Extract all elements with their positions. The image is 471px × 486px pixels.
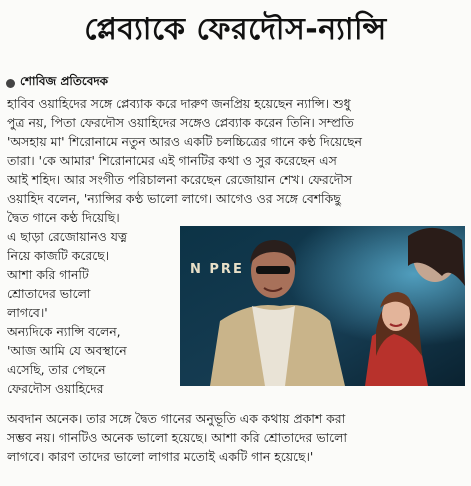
body-line: তারা। 'কে আমার' শিরোনামের এই গানটির কথা ও সুর করেছেন এস [7,153,337,168]
body-line: সম্ভব নয়। গানটিও অনেক ভালো হয়েছে। আশা করি শ্রোতাদের ভালো [7,430,347,445]
photo-illustration [180,226,465,386]
body-line: লাগবে।' [7,305,48,320]
body-line: পুত্র নয়, পিতা ফেরদৌস ওয়াহিদের সঙ্গেও প্লেব্যাক করেন তিনি। সম্প্রতি [7,115,354,130]
body-line: আই শহিদ। আর সংগীত পরিচালনা করেছেন রেজোয়ান শেখ। ফেরদৌস [7,172,352,187]
body-line: নিয়ে কাজটি করেছে। [7,248,110,263]
poster-banner-text: N PRE [190,262,244,277]
body-line: 'আজ আমি যে অবস্থানে [7,343,127,358]
byline-text: শোবিজ প্রতিবেদক [20,74,109,88]
body-line: অবদান অনেক। তার সঙ্গে দ্বৈত গানের অনুভূতি এক কথায় প্রকাশ করা [7,411,346,426]
body-line: দ্বৈত গানে কণ্ঠ দিয়েছি। [7,210,120,225]
body-line: এ ছাড়া রেজোয়ানও যত্ন [7,229,127,244]
body-line: শ্রোতাদের ভালো [7,286,91,301]
body-line: 'অসহায় মা' শিরোনামে নতুন আরও একটি চলচ্চিত্রের গানে কণ্ঠ দিয়েছেন [7,134,362,149]
body-line: আশা করি গানটি [7,267,89,282]
body-line: লাগবে। কারণ তাদের ভালো লাগার মতোই একটি গান হয়েছে।' [7,449,314,464]
byline [6,74,108,92]
body-line: ওয়াহিদ বলেন, 'ন্যান্সির কণ্ঠ ভালো লাগে। আগেও ওর সঙ্গে বেশকিছু [7,191,341,206]
bullet-icon [6,79,15,88]
article-photo [180,226,465,386]
body-line: হাবিব ওয়াহিদের সঙ্গে প্লেব্যাক করে দারুণ জনপ্রিয় হয়েছেন ন্যান্সি। শুধু [7,96,351,111]
body-line: এসেছি, তার পেছনে [7,362,106,377]
body-line: ফেরদৌস ওয়াহিদের [7,381,104,396]
headline: প্লেব্যাকে ফেরদৌস-ন্যান্সি [84,12,387,47]
body-line: অন্যদিকে ন্যান্সি বলেন, [7,324,121,339]
